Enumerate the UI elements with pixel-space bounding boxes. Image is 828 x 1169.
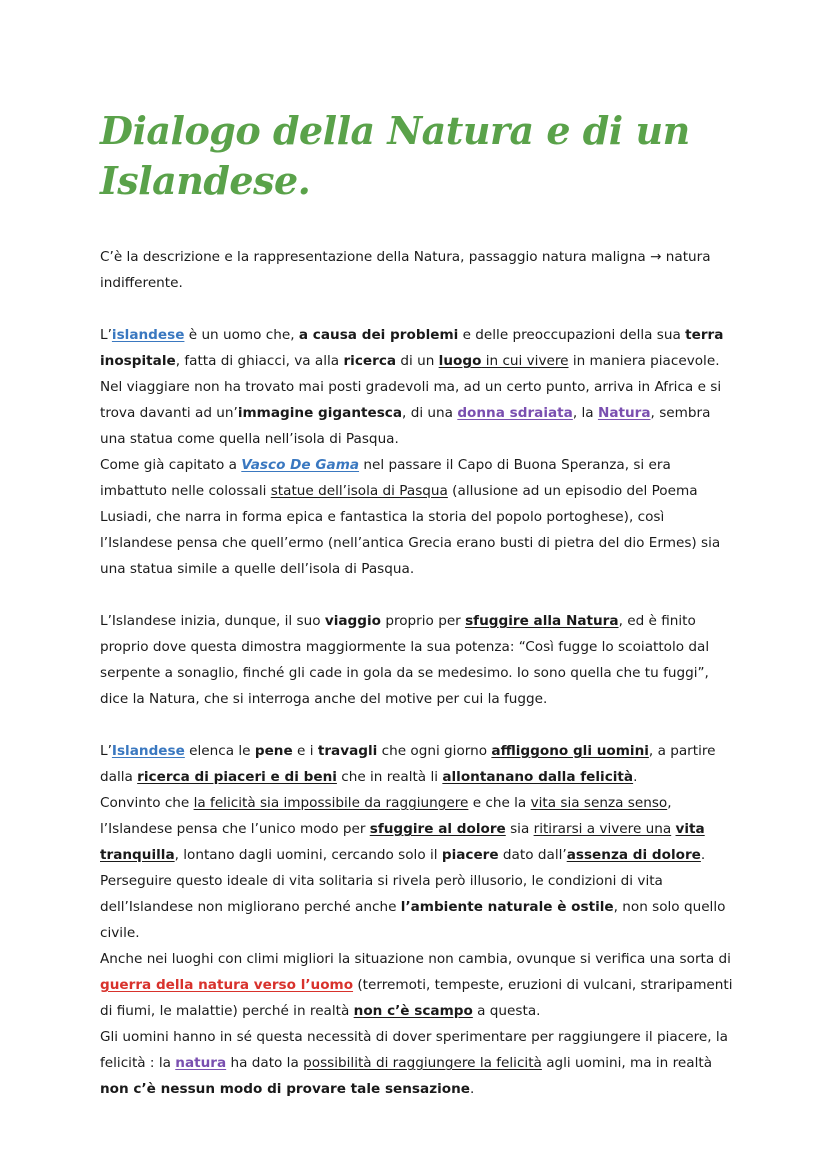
term-natura-2: natura	[175, 1055, 227, 1071]
paragraph-intro: C’è la descrizione e la rappresentazione della Natura, passaggio natura maligna → natura indifferente.	[100, 249, 711, 291]
page-title: Dialogo della Natura e di un Islandese.	[100, 108, 690, 203]
term-vasco-de-gama: Vasco De Gama	[241, 457, 360, 473]
term-guerra-natura: guerra della natura verso l’uomo	[100, 977, 354, 993]
paragraph-viaggio: L’Islandese inizia, dunque, il suo viaggio proprio per sfuggire alla Natura, ed è finito proprio dove questa dimostra maggiormente la sua potenza: “Così fugge lo scoiattolo dal serpente a sonaglio, finché gli cade in gola da se medesimo. Io sono quella che tu fuggi”, dice la Natura, che si interroga anche del motive per cui la fugge.	[100, 613, 710, 707]
paragraph-guerra: Anche nei luoghi con climi migliori la situazione non cambia, ovunque si verifica una sorta di guerra della natura verso l’uomo (terremoti, tempeste, eruzioni di vulcani, straripamenti di fiumi, le malattie) perché in realtà non c’è scampo a questa.	[100, 951, 733, 1019]
paragraph-illusorio: Perseguire questo ideale di vita solitaria si rivela però illusorio, le condizioni di vita dell’Islandese non migliorano perché anche l’ambiente naturale è ostile, non solo quello civile.	[100, 873, 726, 941]
paragraph-vasco: Come già capitato a Vasco De Gama nel passare il Capo di Buona Speranza, si era imbattuto nelle colossali statue dell’isola di Pasqua (allusione ad un episodio del Poema Lusiadi, che narra in forma epica e fantastica la storia del popolo portoghese), così l’Islandese pensa che quell’ermo (nell’antica Grecia erano busti di pietra del dio Ermes) sia una statua simile a quelle dell’isola di Pasqua.	[100, 457, 721, 577]
paragraph-felicita: Convinto che la felicità sia impossibile da raggiungere e che la vita sia senza senso, l’Islandese pensa che l’unico modo per sfuggire al dolore sia ritirarsi a vivere una vita tranquilla, lontano dagli uomini, cercando solo il piacere dato dall’assenza di dolore.	[100, 795, 706, 863]
paragraph-islandese: L’islandese è un uomo che, a causa dei problemi e delle preoccupazioni della sua terra inospitale, fatta di ghiacci, va alla ricerca di un luogo in cui vivere in maniera piacevole. Nel viaggiare non ha trovato mai posti gradevoli ma, ad un certo punto, arriva in Africa e si trova davanti ad un’immagine gigantesca, di una donna sdraiata, la Natura, sembra una statua come quella nell’isola di Pasqua.	[100, 327, 724, 447]
term-islandese: islandese	[111, 327, 185, 343]
document-page	[100, 106, 740, 1102]
paragraph-pene: L’Islandese elenca le pene e i travagli che ogni giorno affliggono gli uomini, a partire dalla ricerca di piaceri e di beni che in realtà li allontanano dalla felicità.	[100, 743, 716, 785]
term-donna-sdraiata: donna sdraiata	[457, 405, 573, 421]
term-natura: Natura	[597, 405, 651, 421]
paragraph-piacere: Gli uomini hanno in sé questa necessità di dover sperimentare per raggiungere il piacere, la felicità : la natura ha dato la possibilità di raggiungere la felicità agli uomini, ma in realtà non c’è nessun modo di provare tale sensazione.	[100, 1029, 728, 1097]
term-islandese-2: Islandese	[111, 743, 185, 759]
